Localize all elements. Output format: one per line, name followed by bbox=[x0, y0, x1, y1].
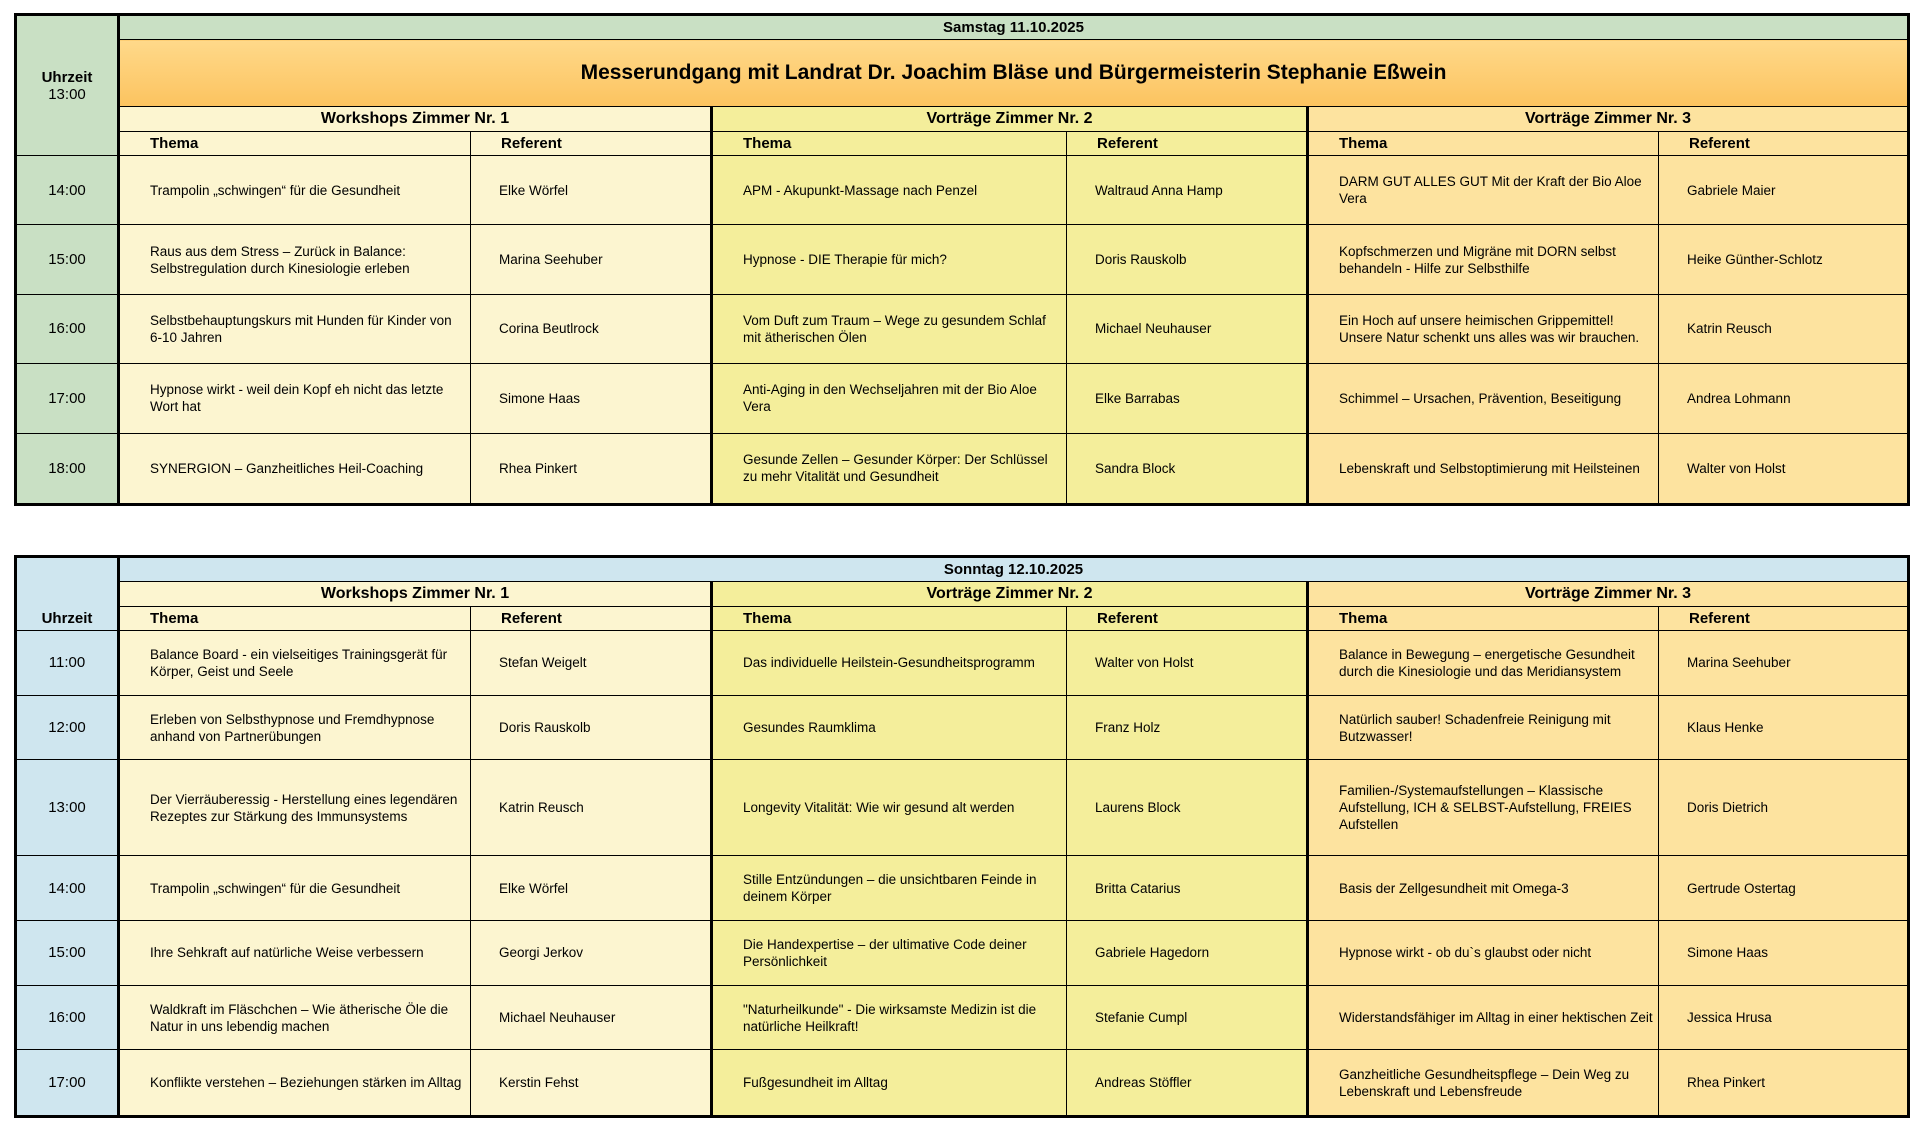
col-referent: Referent bbox=[471, 607, 712, 631]
session-speaker: Gabriele Hagedorn bbox=[1067, 921, 1308, 986]
room-header-3: Vorträge Zimmer Nr. 3 bbox=[1308, 582, 1909, 607]
session-topic: Hypnose wirkt - ob du`s glaubst oder nicht bbox=[1308, 921, 1659, 986]
session-speaker: Marina Seehuber bbox=[1659, 631, 1909, 696]
col-referent: Referent bbox=[471, 132, 712, 156]
session-speaker: Elke Barrabas bbox=[1067, 364, 1308, 433]
table-row bbox=[16, 760, 1909, 856]
session-topic: Ganzheitliche Gesundheitspflege – Dein Weg zu Lebenskraft und Lebensfreude bbox=[1308, 1050, 1659, 1117]
session-speaker: Michael Neuhauser bbox=[471, 985, 712, 1050]
session-topic: Lebenskraft und Selbstoptimierung mit Heilsteinen bbox=[1308, 433, 1659, 504]
session-speaker: Franz Holz bbox=[1067, 695, 1308, 760]
event-banner: Messerundgang mit Landrat Dr. Joachim Bläse und Bürgermeisterin Stephanie Eßwein bbox=[119, 40, 1909, 107]
table-row bbox=[16, 294, 1909, 363]
session-speaker: Doris Rauskolb bbox=[471, 695, 712, 760]
time-slot: 14:00 bbox=[16, 156, 119, 225]
session-topic: Hypnose - DIE Therapie für mich? bbox=[712, 225, 1067, 294]
session-topic: SYNERGION – Ganzheitliches Heil-Coaching bbox=[119, 433, 471, 504]
session-topic: Waldkraft im Fläschchen – Wie ätherische Öle die Natur in uns lebendig machen bbox=[119, 985, 471, 1050]
session-speaker: Simone Haas bbox=[1659, 921, 1909, 986]
session-speaker: Marina Seehuber bbox=[471, 225, 712, 294]
session-topic: Der Vierräuberessig - Herstellung eines legendären Rezeptes zur Stärkung des Immunsystems bbox=[119, 760, 471, 856]
session-topic: Trampolin „schwingen“ für die Gesundheit bbox=[119, 856, 471, 921]
time-slot: 11:00 bbox=[16, 631, 119, 696]
time-slot: 17:00 bbox=[16, 364, 119, 433]
time-slot: 13:00 bbox=[16, 760, 119, 856]
table-row bbox=[16, 631, 1909, 696]
time-slot: 16:00 bbox=[16, 294, 119, 363]
session-topic: Natürlich sauber! Schadenfreie Reinigung mit Butzwasser! bbox=[1308, 695, 1659, 760]
table-row bbox=[16, 1050, 1909, 1117]
room-header-2: Vorträge Zimmer Nr. 2 bbox=[712, 582, 1308, 607]
time-slot: 14:00 bbox=[16, 856, 119, 921]
session-speaker: Katrin Reusch bbox=[1659, 294, 1909, 363]
col-referent: Referent bbox=[1067, 132, 1308, 156]
col-thema: Thema bbox=[1308, 132, 1659, 156]
room-header-2: Vorträge Zimmer Nr. 2 bbox=[712, 107, 1308, 132]
session-topic: Schimmel – Ursachen, Prävention, Beseitigung bbox=[1308, 364, 1659, 433]
session-topic: DARM GUT ALLES GUT Mit der Kraft der Bio Aloe Vera bbox=[1308, 156, 1659, 225]
table-row bbox=[16, 695, 1909, 760]
saturday-schedule bbox=[14, 13, 1910, 506]
session-speaker: Sandra Block bbox=[1067, 433, 1308, 504]
session-speaker: Kerstin Fehst bbox=[471, 1050, 712, 1117]
session-speaker: Waltraud Anna Hamp bbox=[1067, 156, 1308, 225]
session-topic: Fußgesundheit im Alltag bbox=[712, 1050, 1067, 1117]
session-topic: Longevity Vitalität: Wie wir gesund alt werden bbox=[712, 760, 1067, 856]
session-topic: Raus aus dem Stress – Zurück in Balance: Selbstregulation durch Kinesiologie erleben bbox=[119, 225, 471, 294]
time-slot: 18:00 bbox=[16, 433, 119, 504]
session-topic: Das individuelle Heilstein-Gesundheitsprogramm bbox=[712, 631, 1067, 696]
session-topic: Konflikte verstehen – Beziehungen stärken im Alltag bbox=[119, 1050, 471, 1117]
day-header-saturday: Samstag 11.10.2025 bbox=[119, 15, 1909, 40]
session-topic: Stille Entzündungen – die unsichtbaren Feinde in deinem Körper bbox=[712, 856, 1067, 921]
room-header-3: Vorträge Zimmer Nr. 3 bbox=[1308, 107, 1909, 132]
col-referent: Referent bbox=[1659, 607, 1909, 631]
time-slot: 17:00 bbox=[16, 1050, 119, 1117]
session-topic: Balance Board - ein vielseitiges Trainingsgerät für Körper, Geist und Seele bbox=[119, 631, 471, 696]
sunday-schedule bbox=[14, 555, 1910, 1118]
room-header-1: Workshops Zimmer Nr. 1 bbox=[119, 107, 712, 132]
session-speaker: Rhea Pinkert bbox=[1659, 1050, 1909, 1117]
col-thema: Thema bbox=[712, 132, 1067, 156]
session-speaker: Walter von Holst bbox=[1659, 433, 1909, 504]
session-topic: Gesunde Zellen – Gesunder Körper: Der Schlüssel zu mehr Vitalität und Gesundheit bbox=[712, 433, 1067, 504]
session-speaker: Laurens Block bbox=[1067, 760, 1308, 856]
session-speaker: Elke Wörfel bbox=[471, 856, 712, 921]
session-speaker: Heike Günther-Schlotz bbox=[1659, 225, 1909, 294]
session-speaker: Gertrude Ostertag bbox=[1659, 856, 1909, 921]
session-topic: Balance in Bewegung – energetische Gesundheit durch die Kinesiologie und das Meridiansystem bbox=[1308, 631, 1659, 696]
session-topic: Basis der Zellgesundheit mit Omega-3 bbox=[1308, 856, 1659, 921]
uhrzeit-label: Uhrzeit bbox=[41, 68, 93, 86]
table-row bbox=[16, 856, 1909, 921]
time-slot: 12:00 bbox=[16, 695, 119, 760]
session-speaker: Stefanie Cumpl bbox=[1067, 985, 1308, 1050]
session-topic: Anti-Aging in den Wechseljahren mit der Bio Aloe Vera bbox=[712, 364, 1067, 433]
session-topic: Widerstandsfähiger im Alltag in einer hektischen Zeit bbox=[1308, 985, 1659, 1050]
session-topic: "Naturheilkunde" - Die wirksamste Medizin ist die natürliche Heilkraft! bbox=[712, 985, 1067, 1050]
col-thema: Thema bbox=[1308, 607, 1659, 631]
session-topic: Ihre Sehkraft auf natürliche Weise verbessern bbox=[119, 921, 471, 986]
col-thema: Thema bbox=[712, 607, 1067, 631]
session-speaker: Gabriele Maier bbox=[1659, 156, 1909, 225]
session-topic: Trampolin „schwingen“ für die Gesundheit bbox=[119, 156, 471, 225]
session-topic: Vom Duft zum Traum – Wege zu gesundem Schlaf mit ätherischen Ölen bbox=[712, 294, 1067, 363]
session-speaker: Corina Beutlrock bbox=[471, 294, 712, 363]
session-speaker: Michael Neuhauser bbox=[1067, 294, 1308, 363]
time-slot: 15:00 bbox=[16, 225, 119, 294]
session-speaker: Jessica Hrusa bbox=[1659, 985, 1909, 1050]
table-row bbox=[16, 156, 1909, 225]
session-topic: Selbstbehauptungskurs mit Hunden für Kinder von 6-10 Jahren bbox=[119, 294, 471, 363]
session-speaker: Rhea Pinkert bbox=[471, 433, 712, 504]
session-speaker: Doris Rauskolb bbox=[1067, 225, 1308, 294]
col-thema: Thema bbox=[119, 607, 471, 631]
session-topic: Gesundes Raumklima bbox=[712, 695, 1067, 760]
session-topic: Die Handexpertise – der ultimative Code deiner Persönlichkeit bbox=[712, 921, 1067, 986]
table-row bbox=[16, 921, 1909, 986]
session-speaker: Britta Catarius bbox=[1067, 856, 1308, 921]
uhrzeit-time: 13:00 bbox=[48, 85, 86, 103]
uhrzeit-header-cell bbox=[16, 557, 119, 631]
session-speaker: Walter von Holst bbox=[1067, 631, 1308, 696]
session-speaker: Andrea Lohmann bbox=[1659, 364, 1909, 433]
uhrzeit-label: Uhrzeit bbox=[41, 610, 93, 627]
session-topic: Ein Hoch auf unsere heimischen Grippemittel! Unsere Natur schenkt uns alles was wir brauchen. bbox=[1308, 294, 1659, 363]
session-speaker: Simone Haas bbox=[471, 364, 712, 433]
session-speaker: Andreas Stöffler bbox=[1067, 1050, 1308, 1117]
session-topic: APM - Akupunkt-Massage nach Penzel bbox=[712, 156, 1067, 225]
table-row bbox=[16, 985, 1909, 1050]
session-topic: Hypnose wirkt - weil dein Kopf eh nicht das letzte Wort hat bbox=[119, 364, 471, 433]
session-speaker: Stefan Weigelt bbox=[471, 631, 712, 696]
session-speaker: Georgi Jerkov bbox=[471, 921, 712, 986]
session-topic: Erleben von Selbsthypnose und Fremdhypnose anhand von Partnerübungen bbox=[119, 695, 471, 760]
session-topic: Familien-/Systemaufstellungen – Klassische Aufstellung, ICH & SELBST-Aufstellung, FREIES Aufstellen bbox=[1308, 760, 1659, 856]
day-header-sunday: Sonntag 12.10.2025 bbox=[119, 557, 1909, 582]
col-referent: Referent bbox=[1659, 132, 1909, 156]
session-topic: Kopfschmerzen und Migräne mit DORN selbst behandeln - Hilfe zur Selbsthilfe bbox=[1308, 225, 1659, 294]
session-speaker: Katrin Reusch bbox=[471, 760, 712, 856]
table-row bbox=[16, 364, 1909, 433]
uhrzeit-header-cell bbox=[16, 15, 119, 156]
col-thema: Thema bbox=[119, 132, 471, 156]
room-header-1: Workshops Zimmer Nr. 1 bbox=[119, 582, 712, 607]
table-row bbox=[16, 433, 1909, 504]
session-speaker: Doris Dietrich bbox=[1659, 760, 1909, 856]
table-row bbox=[16, 225, 1909, 294]
col-referent: Referent bbox=[1067, 607, 1308, 631]
time-slot: 15:00 bbox=[16, 921, 119, 986]
session-speaker: Elke Wörfel bbox=[471, 156, 712, 225]
time-slot: 16:00 bbox=[16, 985, 119, 1050]
session-speaker: Klaus Henke bbox=[1659, 695, 1909, 760]
